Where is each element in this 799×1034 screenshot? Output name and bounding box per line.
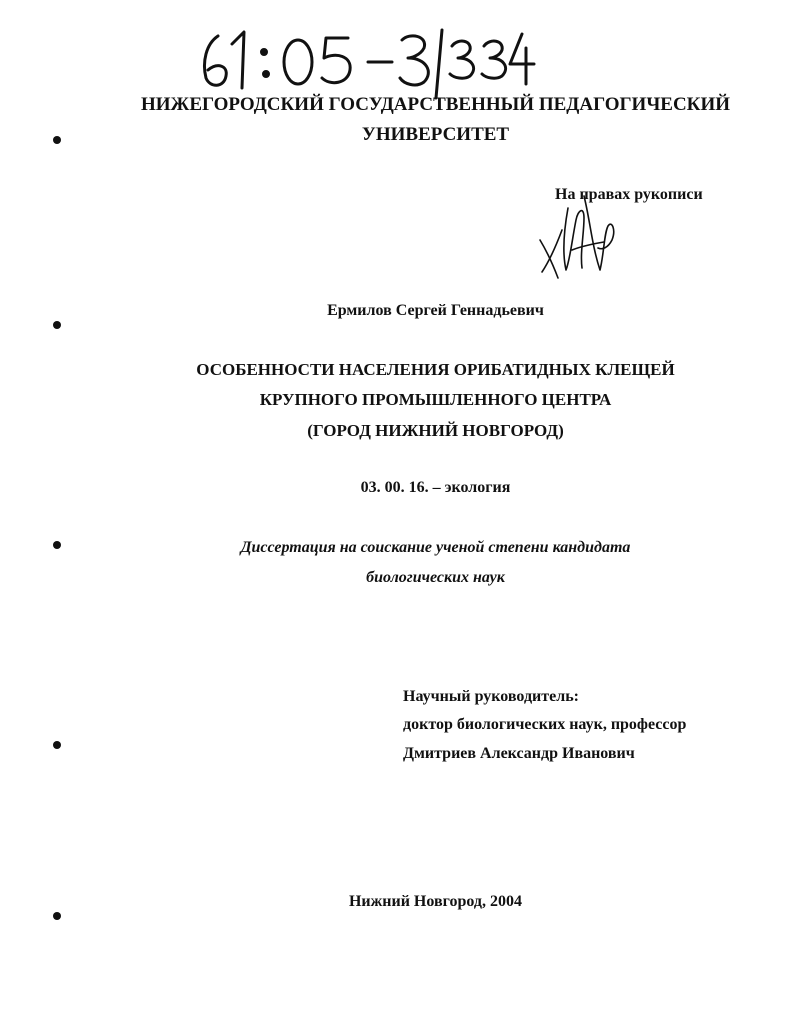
thesis-title-line2: КРУПНОГО ПРОМЫШЛЕННОГО ЦЕНТРА (259, 390, 612, 409)
signature-handwritten (532, 190, 622, 285)
supervisor-name: Дмитриев Александр Иванович (403, 745, 635, 762)
binding-hole-mark (53, 541, 61, 549)
place-and-year: Нижний Новгород, 2004 (348, 893, 522, 910)
binding-hole-mark (53, 912, 61, 920)
university-name-line2: УНИВЕРСИТЕТ (361, 124, 510, 145)
binding-hole-mark (53, 136, 61, 144)
binding-hole-mark (53, 321, 61, 329)
manuscript-rights-note: На правах рукописи (555, 186, 703, 203)
thesis-title-line3: (ГОРОД НИЖНИЙ НОВГОРОД) (307, 421, 564, 440)
binding-hole-mark (53, 741, 61, 749)
university-name-line1: НИЖЕГОРОДСКИЙ ГОСУДАРСТВЕННЫЙ ПЕДАГОГИЧЕСКИЙ (140, 94, 731, 115)
supervisor-degree: доктор биологических наук, профессор (403, 716, 687, 733)
degree-statement-line1: Диссертация на соискание ученой степени кандидата (240, 539, 631, 556)
handwritten-archive-code (196, 22, 536, 100)
supervisor-label: Научный руководитель: (403, 688, 579, 705)
degree-statement-line2: биологических наук (366, 569, 505, 586)
specialty-code: 03. 00. 16. – экология (360, 479, 511, 496)
thesis-title-line1: ОСОБЕННОСТИ НАСЕЛЕНИЯ ОРИБАТИДНЫХ КЛЕЩЕЙ (196, 360, 675, 379)
author-name: Ермилов Сергей Геннадьевич (327, 302, 544, 319)
